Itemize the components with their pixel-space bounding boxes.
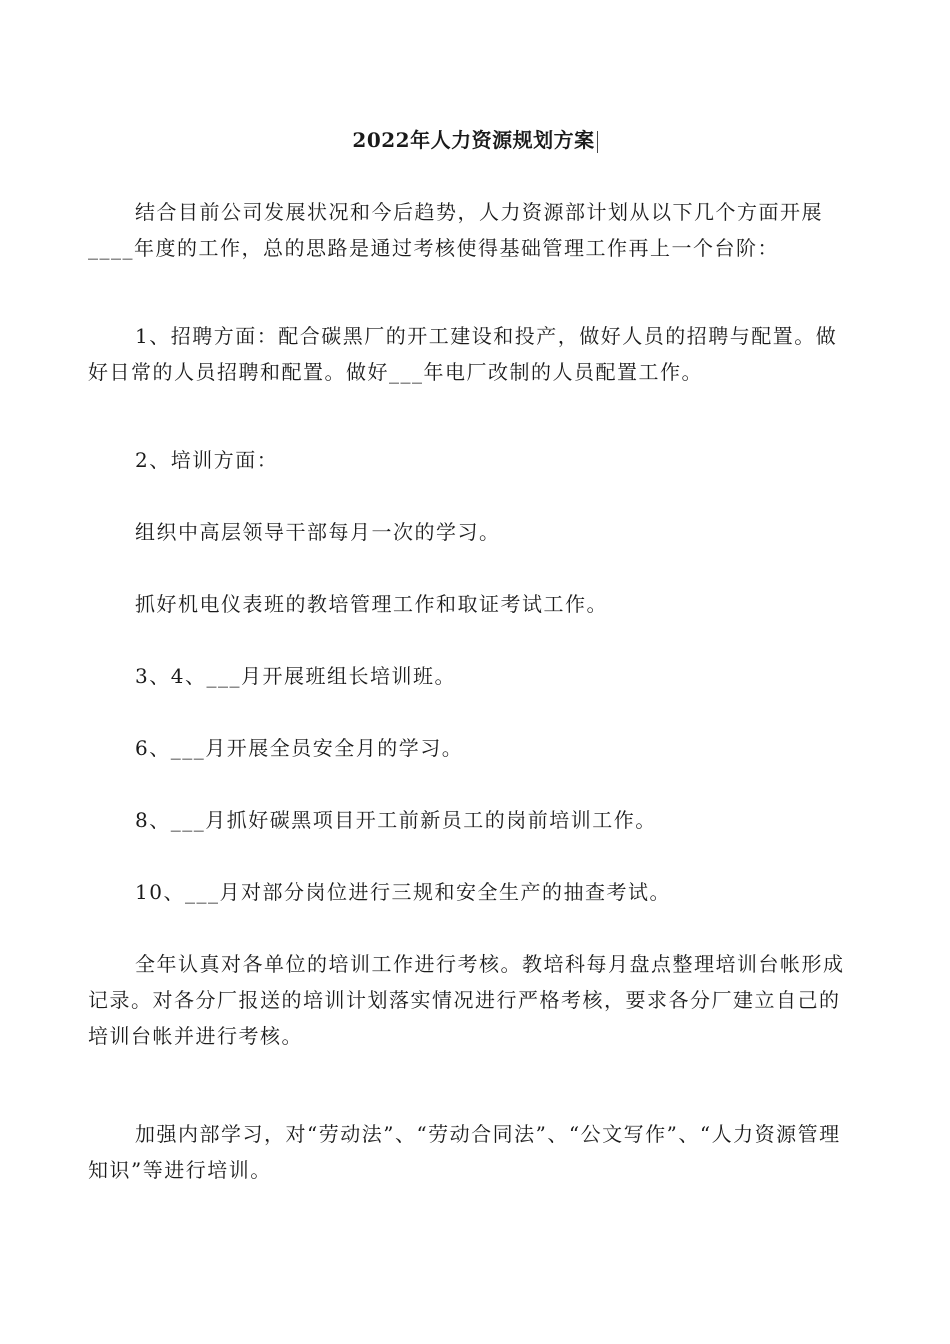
paragraph-training-item <box>88 514 872 550</box>
text-cursor <box>597 131 598 153</box>
paragraph-line: 抓好机电仪表班的教培管理工作和取证考试工作。 <box>135 592 608 616</box>
paragraph-line: 结合目前公司发展状况和今后趋势，人力资源部计划从以下几个方面开展 <box>135 200 823 224</box>
paragraph-training-item <box>88 730 872 766</box>
paragraph-recruitment <box>88 318 872 390</box>
paragraph-line: 记录。对各分厂报送的培训计划落实情况进行严格考核，要求各分厂建立自己的 <box>88 988 841 1012</box>
paragraph-line: 8、___月抓好碳黑项目开工前新员工的岗前培训工作。 <box>135 808 657 832</box>
paragraph-line: 10、___月对部分岗位进行三规和安全生产的抽查考试。 <box>135 880 671 904</box>
paragraph-line: 加强内部学习，对“劳动法”、“劳动合同法”、“公文写作”、“人力资源管理 <box>135 1122 841 1146</box>
paragraph-assessment <box>88 946 872 1054</box>
paragraph-line: ____年度的工作，总的思路是通过考核使得基础管理工作再上一个台阶： <box>88 236 779 260</box>
paragraph-line: 知识”等进行培训。 <box>88 1158 272 1182</box>
paragraph-training-item <box>88 802 872 838</box>
paragraph-training-item <box>88 586 872 622</box>
paragraph-line: 好日常的人员招聘和配置。做好___年电厂改制的人员配置工作。 <box>88 360 703 384</box>
paragraph-training-item <box>88 658 872 694</box>
document-title-text: 2022年人力资源规划方案 <box>352 128 595 152</box>
paragraph-line: 1、招聘方面：配合碳黑厂的开工建设和投产，做好人员的招聘与配置。做 <box>135 324 838 348</box>
paragraph-line: 全年认真对各单位的培训工作进行考核。教培科每月盘点整理培训台帐形成 <box>135 952 845 976</box>
paragraph-intro <box>88 194 872 266</box>
paragraph-training-item <box>88 874 872 910</box>
paragraph-training-heading <box>88 442 872 478</box>
paragraph-line: 3、4、___月开展班组长培训班。 <box>135 664 456 688</box>
document-title <box>0 126 950 154</box>
paragraph-line: 组织中高层领导干部每月一次的学习。 <box>135 520 501 544</box>
paragraph-internal-learning <box>88 1116 872 1188</box>
paragraph-line: 培训台帐并进行考核。 <box>88 1024 303 1048</box>
paragraph-line: 6、___月开展全员安全月的学习。 <box>135 736 464 760</box>
paragraph-line: 2、培训方面： <box>135 448 279 472</box>
